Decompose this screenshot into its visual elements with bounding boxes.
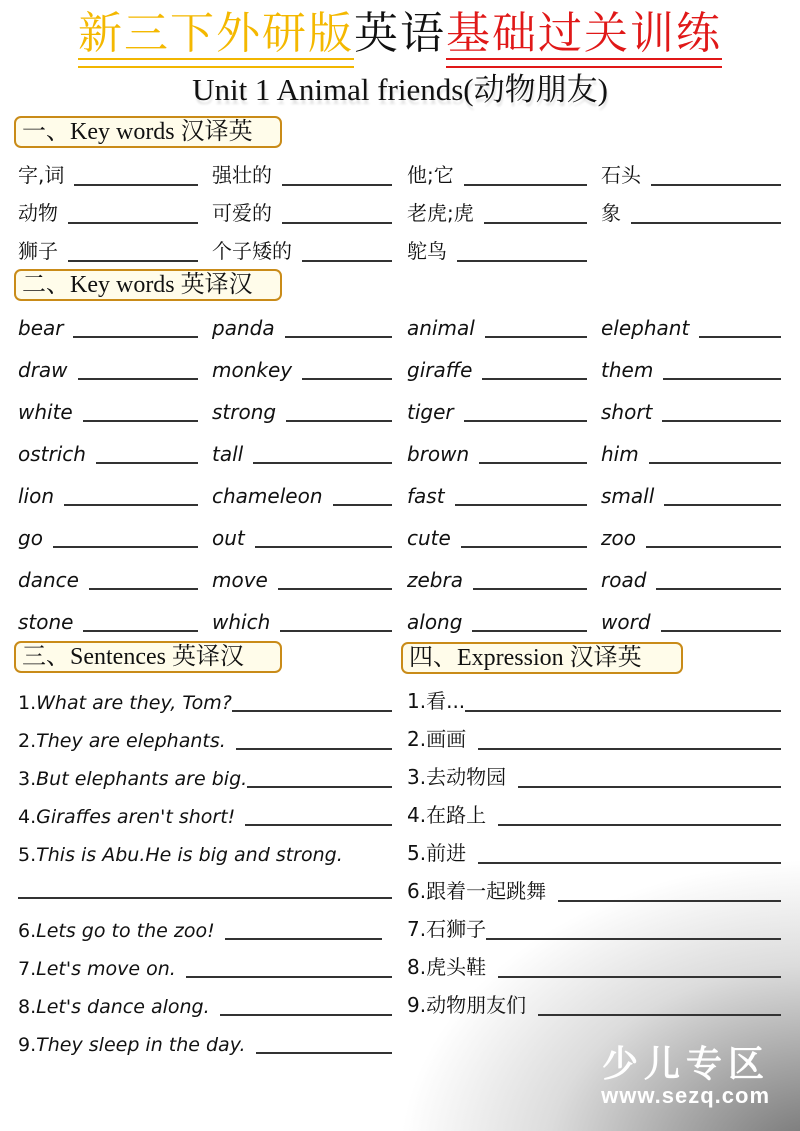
answer-blank[interactable] xyxy=(457,259,587,262)
word-item: 狮子 xyxy=(18,236,198,264)
answer-blank[interactable] xyxy=(478,861,781,864)
answer-blank[interactable] xyxy=(247,785,392,788)
answer-blank[interactable] xyxy=(558,899,781,902)
answer-blank[interactable] xyxy=(538,1013,781,1016)
expression-item: 2.画画 xyxy=(407,724,781,752)
word-item: lion xyxy=(18,480,198,508)
answer-blank[interactable] xyxy=(64,503,198,506)
word-item: 象 xyxy=(601,198,781,226)
word-item: 老虎;虎 xyxy=(407,198,587,226)
sentence-item: 7.Let's move on. xyxy=(18,952,392,980)
sentence-item: 3.But elephants are big. xyxy=(18,762,392,790)
word-item: 石头 xyxy=(601,160,781,188)
answer-blank[interactable] xyxy=(282,183,392,186)
word-item: 个子矮的 xyxy=(212,236,392,264)
answer-blank[interactable] xyxy=(479,461,587,464)
answer-blank[interactable] xyxy=(478,747,781,750)
unit-subtitle: Unit 1 Animal friends(动物朋友) xyxy=(192,72,608,107)
word-item: animal xyxy=(407,312,587,340)
answer-blank[interactable] xyxy=(255,545,392,548)
word-item: dance xyxy=(18,564,198,592)
answer-blank[interactable] xyxy=(83,629,198,632)
answer-blank[interactable] xyxy=(286,419,392,422)
word-item: fast xyxy=(407,480,587,508)
answer-blank[interactable] xyxy=(302,259,392,262)
word-item: cute xyxy=(407,522,587,550)
answer-blank[interactable] xyxy=(631,221,781,224)
answer-blank[interactable] xyxy=(646,545,781,548)
word-item: 强壮的 xyxy=(212,160,392,188)
answer-blank[interactable] xyxy=(518,785,781,788)
word-item: short xyxy=(601,396,781,424)
answer-blank[interactable] xyxy=(220,1013,392,1016)
word-item: move xyxy=(212,564,392,592)
answer-blank[interactable] xyxy=(186,975,392,978)
answer-blank[interactable] xyxy=(53,545,198,548)
answer-blank[interactable] xyxy=(461,545,587,548)
answer-blank[interactable] xyxy=(74,183,198,186)
answer-blank[interactable] xyxy=(225,937,382,940)
sentence-item: 6.Lets go to the zoo! xyxy=(18,914,382,942)
answer-blank[interactable] xyxy=(465,709,781,712)
answer-blank[interactable] xyxy=(253,461,392,464)
expression-item: 6.跟着一起跳舞 xyxy=(407,876,781,904)
word-item: panda xyxy=(212,312,392,340)
sentence-item: 1.What are they, Tom? xyxy=(18,686,392,714)
answer-blank[interactable] xyxy=(664,503,781,506)
page-title xyxy=(0,6,800,68)
answer-blank[interactable] xyxy=(78,377,198,380)
word-item: which xyxy=(212,606,392,634)
word-item: small xyxy=(601,480,781,508)
word-item: stone xyxy=(18,606,198,634)
sentence-item: 4.Giraffes aren't short! xyxy=(18,800,392,828)
answer-blank[interactable] xyxy=(699,335,781,338)
answer-blank[interactable] xyxy=(498,975,781,978)
answer-blank[interactable] xyxy=(464,183,587,186)
section-1-heading: 一、Key words 汉译英 xyxy=(14,116,282,148)
answer-blank[interactable] xyxy=(482,377,587,380)
answer-blank[interactable] xyxy=(656,587,781,590)
answer-blank[interactable] xyxy=(89,587,198,590)
word-item: word xyxy=(601,606,781,634)
word-item: tiger xyxy=(407,396,587,424)
answer-blank[interactable] xyxy=(333,503,393,506)
word-item: 鸵鸟 xyxy=(407,236,587,264)
answer-blank[interactable] xyxy=(278,587,392,590)
expression-item: 7.石狮子 xyxy=(407,914,781,942)
word-item: bear xyxy=(18,312,198,340)
word-item: 可爱的 xyxy=(212,198,392,226)
answer-blank[interactable] xyxy=(96,461,198,464)
expression-item: 5.前进 xyxy=(407,838,781,866)
answer-blank[interactable] xyxy=(73,335,198,338)
word-item: him xyxy=(601,438,781,466)
word-item: out xyxy=(212,522,392,550)
section-2-heading: 二、Key words 英译汉 xyxy=(14,269,282,301)
answer-blank[interactable] xyxy=(83,419,198,422)
answer-blank[interactable] xyxy=(651,183,781,186)
word-item: go xyxy=(18,522,198,550)
word-item: zoo xyxy=(601,522,781,550)
word-item: elephant xyxy=(601,312,781,340)
sentence-item: 9.They sleep in the day. xyxy=(18,1028,392,1056)
answer-blank[interactable] xyxy=(18,897,392,899)
answer-blank[interactable] xyxy=(302,377,392,380)
expression-item: 8.虎头鞋 xyxy=(407,952,781,980)
answer-blank[interactable] xyxy=(68,221,198,224)
answer-blank[interactable] xyxy=(455,503,587,506)
watermark-logo: 少儿专区 xyxy=(601,1044,770,1085)
word-item: giraffe xyxy=(407,354,587,382)
word-item: zebra xyxy=(407,564,587,592)
answer-blank[interactable] xyxy=(473,587,587,590)
answer-blank[interactable] xyxy=(663,377,781,380)
answer-blank[interactable] xyxy=(464,419,587,422)
answer-blank[interactable] xyxy=(649,461,781,464)
word-item: monkey xyxy=(212,354,392,382)
title-part-black: 英语 xyxy=(354,8,446,59)
sentence-item: 5.This is Abu.He is big and strong. xyxy=(18,844,343,866)
answer-blank[interactable] xyxy=(256,1051,392,1054)
answer-blank[interactable] xyxy=(486,937,781,940)
word-item: white xyxy=(18,396,198,424)
word-item: brown xyxy=(407,438,587,466)
answer-blank[interactable] xyxy=(280,629,392,632)
word-item: tall xyxy=(212,438,392,466)
expression-item: 9.动物朋友们 xyxy=(407,990,781,1018)
answer-blank[interactable] xyxy=(662,419,781,422)
expression-item: 3.去动物园 xyxy=(407,762,781,790)
sentence-item: 8.Let's dance along. xyxy=(18,990,392,1018)
answer-blank[interactable] xyxy=(285,335,392,338)
answer-blank[interactable] xyxy=(68,259,198,262)
expression-item: 1.看... xyxy=(407,686,781,714)
word-item: 他;它 xyxy=(407,160,587,188)
watermark-url: www.sezq.com xyxy=(601,1083,770,1108)
word-item: them xyxy=(601,354,781,382)
answer-blank[interactable] xyxy=(485,335,587,338)
word-item: along xyxy=(407,606,587,634)
section-3-heading: 三、Sentences 英译汉 xyxy=(14,641,282,673)
title-part-yellow: 新三下外研版 xyxy=(78,6,354,68)
sentence-item: 2.They are elephants. xyxy=(18,724,392,752)
answer-blank[interactable] xyxy=(661,629,781,632)
word-item: 字,词 xyxy=(18,160,198,188)
word-item: road xyxy=(601,564,781,592)
expression-item: 4.在路上 xyxy=(407,800,781,828)
title-part-red: 基础过关训练 xyxy=(446,6,722,68)
answer-blank[interactable] xyxy=(282,221,392,224)
word-item: strong xyxy=(212,396,392,424)
answer-blank[interactable] xyxy=(245,823,392,826)
answer-blank[interactable] xyxy=(498,823,781,826)
word-item: ostrich xyxy=(18,438,198,466)
answer-blank[interactable] xyxy=(484,221,587,224)
answer-blank[interactable] xyxy=(236,747,392,750)
word-item: draw xyxy=(18,354,198,382)
answer-blank[interactable] xyxy=(472,629,587,632)
answer-blank[interactable] xyxy=(232,709,392,712)
word-item: 动物 xyxy=(18,198,198,226)
word-item: chameleon xyxy=(212,480,392,508)
section-4-heading: 四、Expression 汉译英 xyxy=(401,642,683,674)
